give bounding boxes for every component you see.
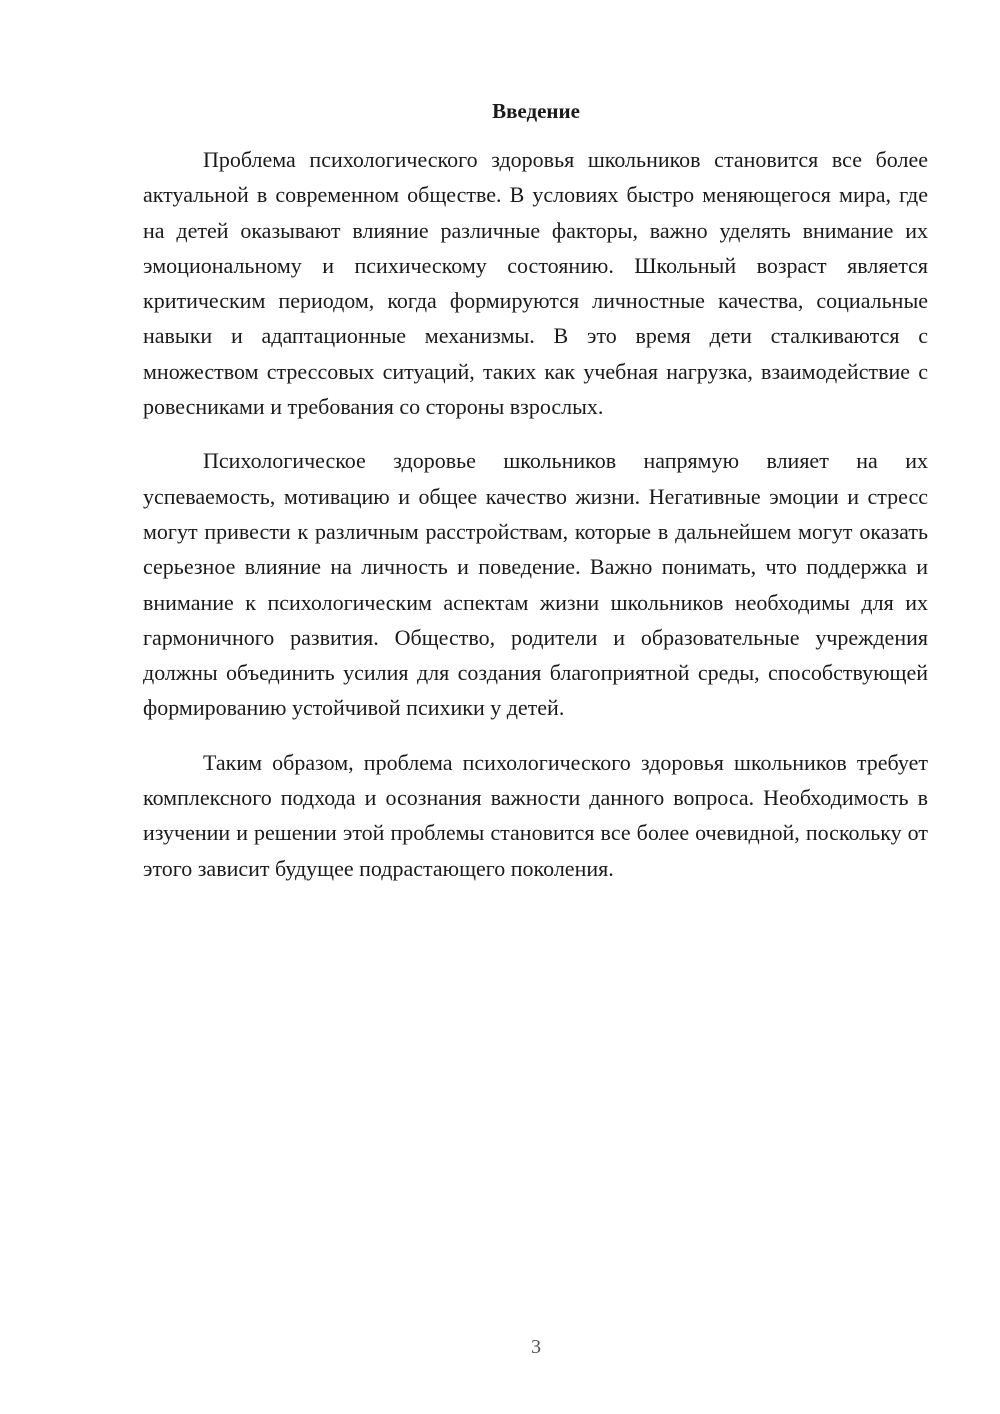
paragraph-1: Проблема психологического здоровья школьников становится все более актуальной в современном обществе. В условиях быстро меняющегося мира, где на детей оказывают влияние различные факторы, важно уделять внимание их эмоциональному и психическому состоянию. Школьный возраст является критическим периодом, когда формируются личностные качества, социальные навыки и адаптационные механизмы. В это время дети сталкиваются с множеством стрессовых ситуаций, таких как учебная нагрузка, взаимодействие с ровесниками и требования со стороны взрослых. bbox=[143, 147, 928, 420]
page-number: 3 bbox=[531, 1336, 541, 1358]
body-text bbox=[143, 142, 928, 905]
section-heading: Введение bbox=[492, 99, 580, 123]
paragraph-2: Психологическое здоровье школьников напрямую влияет на их успеваемость, мотивацию и общее качество жизни. Негативные эмоции и стресс могут привести к различным расстройствам, которые в дальнейшем могут оказать серьезное влияние на личность и поведение. Важно понимать, что поддержка и внимание к психологическим аспектам жизни школьников необходимы для их гармоничного развития. Общество, родители и образовательные учреждения должны объединить усилия для создания благоприятной среды, способствующей формированию устойчивой психики у детей. bbox=[143, 448, 928, 721]
paragraph-3: Таким образом, проблема психологического здоровья школьников требует комплексного подхода и осознания важности данного вопроса. Необходимость в изучении и решении этой проблемы становится все более очевидной, поскольку от этого зависит будущее подрастающего поколения. bbox=[143, 749, 928, 881]
